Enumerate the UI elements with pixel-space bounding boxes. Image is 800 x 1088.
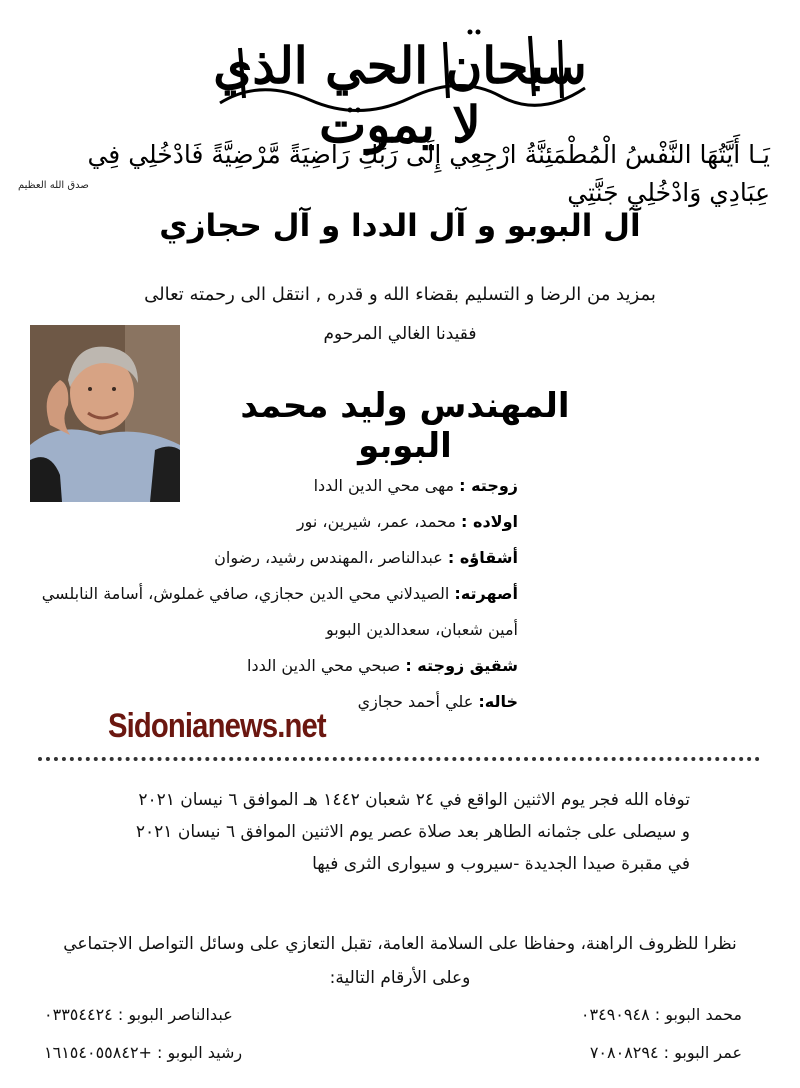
contact-number: +١٦١٥٤٠٥٥٨٤٢ <box>44 1043 152 1062</box>
contact-numbers <box>30 1000 770 1070</box>
quran-verse: يَـا أَيَّتُهَا النَّفْسُ الْمُطْمَئِنَّةُ ارْجِعِي إِلَى رَبِّكِ رَاضِيَةً مَّرْضِيَّةً فَادْخُلِي فِي عِبَادِي وَادْخُلِي جَنَّتِي <box>87 140 770 207</box>
relative-value: صبحي محي الدين الددا <box>247 656 406 675</box>
relative-wife <box>118 468 518 504</box>
relative-label: اولاده : <box>461 512 518 531</box>
verse-source: صدق الله العظيم <box>18 180 89 191</box>
contact-name: عمر البوبو : <box>663 1043 742 1062</box>
calligraphy-text: سبحان الحي الذي لا يموت <box>213 36 587 154</box>
relative-in-laws-continued: أمين شعبان، سعدالدين البوبو <box>325 620 518 639</box>
funeral-line-burial: في مقبرة صيدا الجديدة -سيروب و سيوارى الثرى فيها <box>312 854 690 874</box>
notice-line-2: وعلى الأرقام التالية: <box>329 968 471 988</box>
relative-value: عبدالناصر ،المهندس رشيد، رضوان <box>214 548 448 567</box>
contact-item <box>44 1000 233 1030</box>
relative-siblings <box>118 540 518 576</box>
relative-label: أصهرته: <box>454 584 518 603</box>
contact-item <box>581 1000 742 1030</box>
relative-label: أشقاؤه : <box>447 548 518 567</box>
condolence-notice <box>30 927 770 995</box>
funeral-details <box>90 784 690 880</box>
funeral-line-death: توفاه الله فجر يوم الاثنين الواقع في ٢٤ شعبان ١٤٤٢ هـ الموافق ٦ نيسان ٢٠٢١ <box>138 790 690 810</box>
contact-name: رشيد البوبو : <box>157 1043 243 1062</box>
intro-line-2: فقيدنا الغالي المرحوم <box>323 324 477 344</box>
calligraphy-header <box>200 18 600 154</box>
relative-label: شقيق زوجته : <box>405 656 518 675</box>
contact-item <box>44 1038 242 1068</box>
notice-line-1: نظرا للظروف الراهنة، وحفاظا على السلامة العامة، تقبل التعازي على وسائل التواصل الاجتماعي <box>63 934 737 954</box>
relative-in-laws <box>41 576 518 612</box>
families-heading: آل البوبو و آل الددا و آل حجازي <box>159 208 641 244</box>
relative-value: الصيدلاني محي الدين حجازي، صافي غملوش، أسامة النابلسي <box>41 584 455 603</box>
relatives-list <box>41 468 518 720</box>
relative-children <box>118 504 518 540</box>
intro-line-1: بمزيد من الرضا و التسليم بقضاء الله و قدره , انتقل الى رحمته تعالى <box>144 284 656 305</box>
contact-item <box>590 1038 742 1068</box>
contact-number: ٠٣٤٩٠٩٤٨ <box>580 1005 650 1024</box>
relative-value: محمد، عمر، شيرين، نور <box>296 512 462 531</box>
contact-name: عبدالناصر البوبو : <box>117 1005 233 1024</box>
relative-value: علي أحمد حجازي <box>357 692 479 711</box>
contact-number: ٧٠٨٠٨٢٩٤ <box>589 1043 659 1062</box>
funeral-line-prayer: و سيصلى على جثمانه الطاهر بعد صلاة عصر يوم الاثنين الموافق ٦ نيسان ٢٠٢١ <box>135 822 690 842</box>
relative-wife-brother <box>118 648 518 684</box>
relative-label: زوجته : <box>459 476 518 495</box>
dotted-divider <box>38 757 760 761</box>
relative-value: مهى محي الدين الددا <box>313 476 460 495</box>
site-watermark: Sidonianews.net <box>108 707 326 745</box>
contact-name: محمد البوبو : <box>654 1005 742 1024</box>
deceased-name: المهندس وليد محمد البوبو <box>240 386 570 466</box>
contact-number: ٠٣٣٥٤٤٢٤ <box>44 1005 113 1024</box>
relative-label: خاله: <box>478 692 518 711</box>
